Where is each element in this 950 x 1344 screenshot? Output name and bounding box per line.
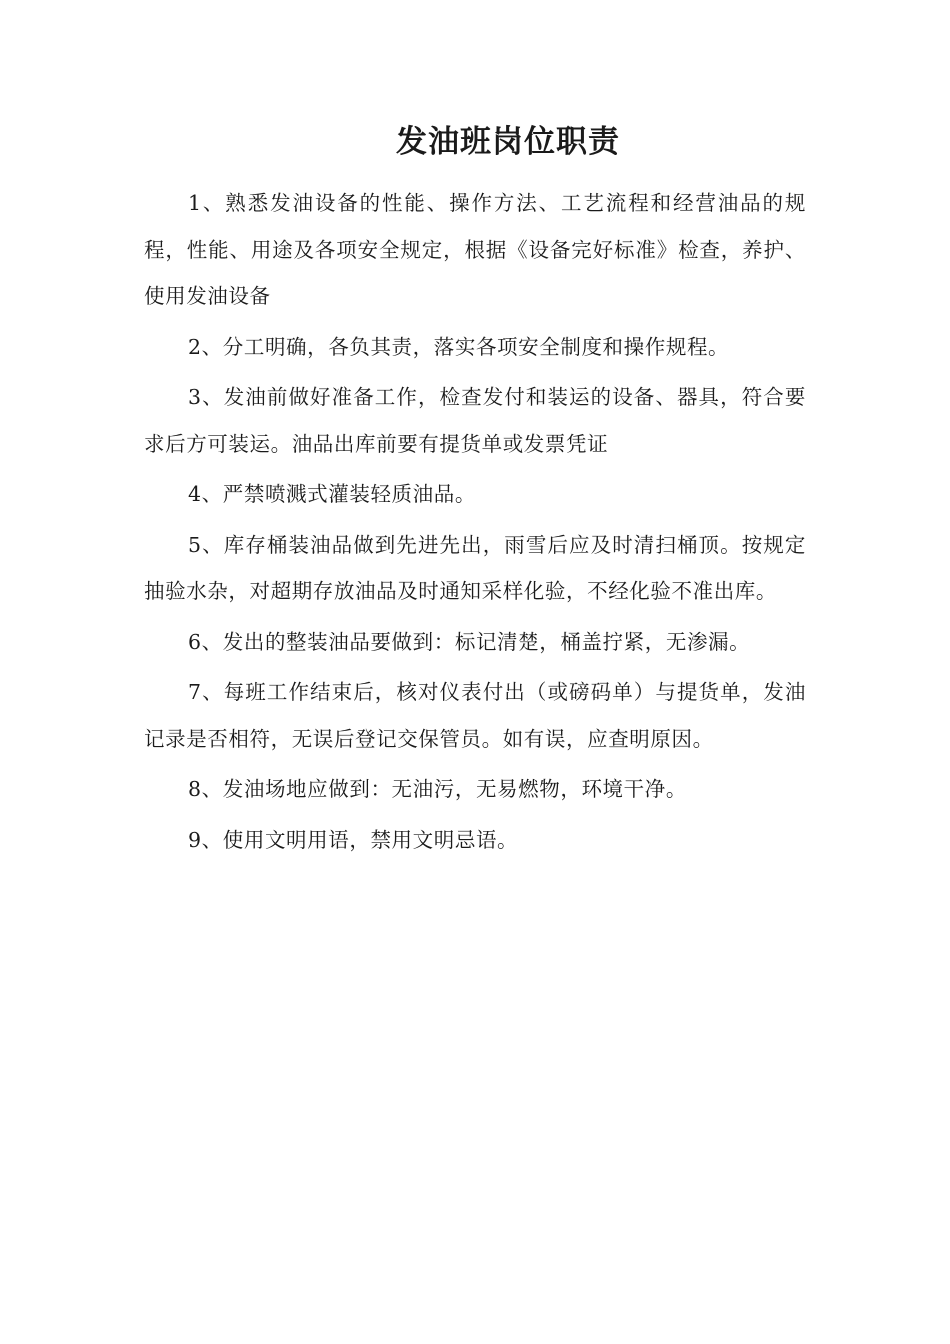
duty-item-3: 3、发油前做好准备工作，检查发付和装运的设备、器具，符合要求后方可装运。油品出库前要有提货单或发票凭证 <box>144 385 806 456</box>
duty-item-1: 1、熟悉发油设备的性能、操作方法、工艺流程和经营油品的规程，性能、用途及各项安全规定，根据《设备完好标准》检查，养护、使用发油设备 <box>144 191 806 308</box>
duty-item-7: 7、每班工作结束后，核对仪表付出（或磅码单）与提货单，发油记录是否相符，无误后登记交保管员。如有误，应查明原因。 <box>144 680 806 751</box>
document-title: 发油班岗位职责 <box>396 124 620 160</box>
duty-item-2: 2、分工明确，各负其责，落实各项安全制度和操作规程。 <box>188 334 730 359</box>
duty-item-5: 5、库存桶装油品做到先进先出，雨雪后应及时清扫桶顶。按规定抽验水杂，对超期存放油品及时通知采样化验，不经化验不准出库。 <box>144 532 806 603</box>
duty-item-4: 4、严禁喷溅式灌装轻质油品。 <box>188 482 476 506</box>
duty-item-8: 8、发油场地应做到：无油污，无易燃物，环境干净。 <box>188 777 687 801</box>
duty-item-9: 9、使用文明用语，禁用文明忌语。 <box>188 827 519 852</box>
document-body <box>144 180 806 867</box>
duty-item-6: 6、发出的整装油品要做到：标记清楚，桶盖拧紧，无渗漏。 <box>188 629 751 654</box>
